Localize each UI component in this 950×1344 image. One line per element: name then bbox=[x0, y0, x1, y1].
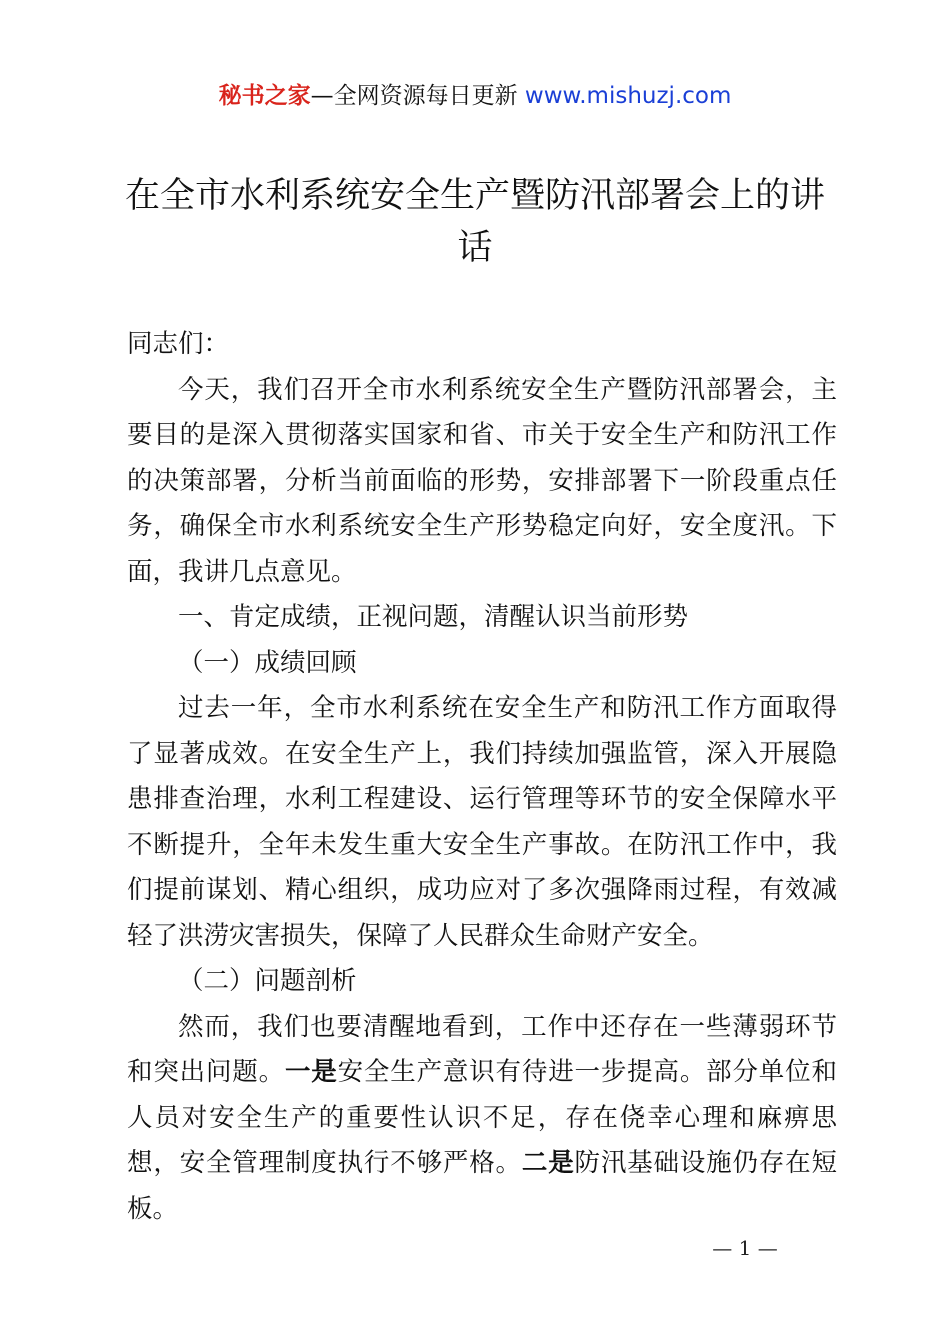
document-body bbox=[127, 322, 837, 1232]
subsection-heading: （二）问题剖析 bbox=[178, 966, 357, 996]
document-title: 在全市水利系统安全生产暨防汛部署会上的讲话 bbox=[124, 176, 825, 268]
point-two-label: 二是 bbox=[521, 1148, 575, 1178]
problems-text: 安全生产意识有待进一步提高。部分单位和人员对安全生产的重要性认识不足，存在侥幸心理和麻痹思想，安全管理制度执行不够严格。 bbox=[127, 1057, 837, 1178]
site-url-link[interactable]: www.mishuzj.com bbox=[524, 83, 732, 109]
brand-name: 秘书之家 bbox=[218, 83, 311, 109]
salutation: 同志们： bbox=[127, 329, 230, 359]
problems-paragraph bbox=[127, 1005, 837, 1233]
problems-text: 然而，我们也要清醒地看到，工作中还存在一些薄弱环节和突出问题。 bbox=[127, 1011, 837, 1087]
point-one-label: 一是 bbox=[284, 1057, 338, 1087]
section-heading: 一、肯定成绩，正视问题，清醒认识当前形势 bbox=[178, 602, 689, 632]
site-header bbox=[0, 80, 950, 112]
page-number: — 1 — bbox=[712, 1236, 778, 1260]
achievements-paragraph: 过去一年，全市水利系统在安全生产和防汛工作方面取得了显著成效。在安全生产上，我们持续加强监管，深入开展隐患排查治理，水利工程建设、运行管理等环节的安全保障水平不断提升，全年未发生重大安全生产事故。在防汛工作中，我们提前谋划、精心组织，成功应对了多次强降雨过程，有效减轻了洪涝灾害损失，保障了人民群众生命财产安全。 bbox=[127, 693, 837, 951]
subsection-heading: （一）成绩回顾 bbox=[178, 647, 357, 678]
intro-paragraph: 今天，我们召开全市水利系统安全生产暨防汛部署会，主要目的是深入贯彻落实国家和省、市关于安全生产和防汛工作的决策部署，分析当前面临的形势，安排部署下一阶段重点任务，确保全市水利系统安全生产形势稳定向好，安全度汛。下面，我讲几点意见。 bbox=[127, 374, 837, 587]
header-tagline: —全网资源每日更新 bbox=[310, 83, 518, 109]
problems-text: 防汛基础设施仍存在短板。 bbox=[127, 1148, 837, 1224]
